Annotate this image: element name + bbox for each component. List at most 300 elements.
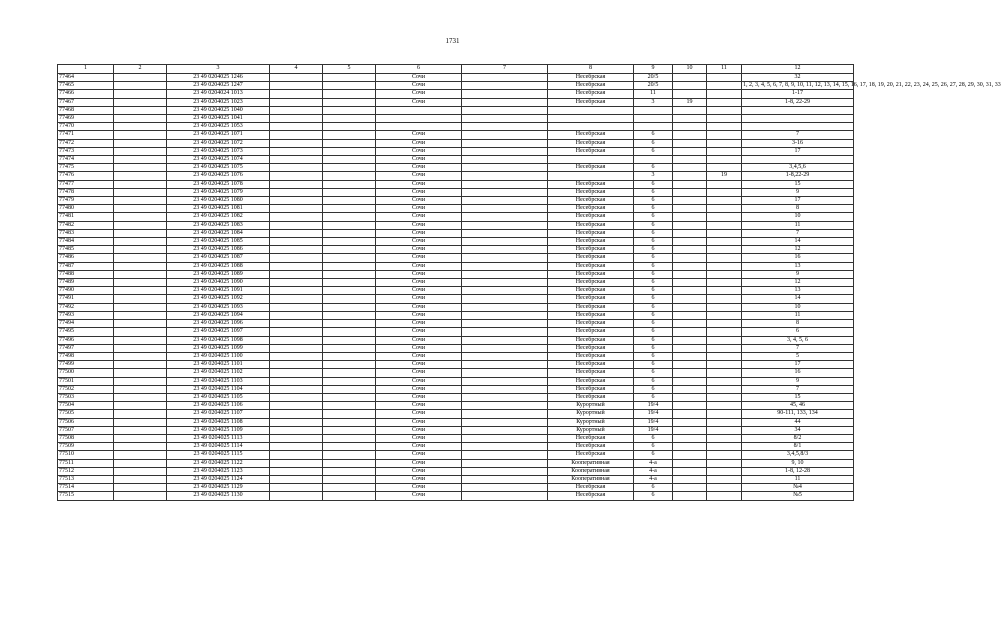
cell-col-4 [270, 139, 323, 147]
table-row [58, 279, 854, 287]
cell-col-2 [114, 229, 167, 237]
table-row [58, 295, 854, 303]
cell-col-3: 23 49 0204025 1073 [167, 147, 270, 155]
cell-col-4 [270, 180, 323, 188]
cell-col-7 [462, 336, 548, 344]
cell-col-3: 23 49 0204025 1079 [167, 188, 270, 196]
cell-col-4 [270, 393, 323, 401]
cell-col-9: 6 [634, 246, 673, 254]
cell-col-11 [707, 213, 742, 221]
cell-col-5 [323, 221, 376, 229]
cell-col-2 [114, 172, 167, 180]
cell-col-12: 11 [742, 221, 854, 229]
cell-col-10: 19 [673, 98, 707, 106]
cell-col-4 [270, 287, 323, 295]
cell-col-11: 19 [707, 172, 742, 180]
cell-col-5 [323, 147, 376, 155]
cell-col-1: 77505 [58, 410, 114, 418]
cell-col-5 [323, 229, 376, 237]
cell-col-2 [114, 131, 167, 139]
cell-col-5 [323, 156, 376, 164]
cell-col-1: 77466 [58, 90, 114, 98]
cell-col-3: 23 49 0204025 1096 [167, 320, 270, 328]
cell-col-3: 23 49 0204025 1122 [167, 459, 270, 467]
cell-col-11 [707, 180, 742, 188]
cell-col-8: Несебрская [548, 287, 634, 295]
table-row [58, 393, 854, 401]
cell-col-8 [548, 156, 634, 164]
cell-col-1: 77492 [58, 303, 114, 311]
cell-col-11 [707, 336, 742, 344]
cell-col-11 [707, 434, 742, 442]
cell-col-11 [707, 385, 742, 393]
cell-col-8: Несебрская [548, 336, 634, 344]
cell-col-11 [707, 402, 742, 410]
cell-col-8: Несебрская [548, 98, 634, 106]
table-row [58, 246, 854, 254]
cell-col-2 [114, 180, 167, 188]
table-row [58, 139, 854, 147]
cell-col-3: 23 49 0204025 1094 [167, 311, 270, 319]
cell-col-4 [270, 90, 323, 98]
cell-col-8: Кооперативная [548, 475, 634, 483]
table-row [58, 467, 854, 475]
cell-col-10 [673, 295, 707, 303]
cell-col-6: Сочи [376, 451, 462, 459]
cell-col-8: Кооперативная [548, 467, 634, 475]
cell-col-2 [114, 377, 167, 385]
cell-col-8: Несебрская [548, 254, 634, 262]
table-row [58, 74, 854, 82]
cell-col-7 [462, 197, 548, 205]
cell-col-7 [462, 492, 548, 500]
cell-col-1: 77514 [58, 484, 114, 492]
cell-col-8: Несебрская [548, 311, 634, 319]
cell-col-5 [323, 90, 376, 98]
cell-col-12: 17 [742, 147, 854, 155]
cell-col-9: 6 [634, 205, 673, 213]
cell-col-6: Сочи [376, 352, 462, 360]
cell-col-4 [270, 344, 323, 352]
cell-col-8: Несебрская [548, 352, 634, 360]
cell-col-10 [673, 328, 707, 336]
cell-col-5 [323, 393, 376, 401]
cell-col-10 [673, 213, 707, 221]
cell-col-5 [323, 188, 376, 196]
cell-col-12: 8/2 [742, 434, 854, 442]
cell-col-8: Несебрская [548, 385, 634, 393]
cell-col-12: 8 [742, 205, 854, 213]
cell-col-10 [673, 139, 707, 147]
cell-col-3: 23 49 0204025 1083 [167, 221, 270, 229]
cell-col-7 [462, 106, 548, 114]
cell-col-7 [462, 484, 548, 492]
cell-col-6: Сочи [376, 156, 462, 164]
cell-col-9: 6 [634, 254, 673, 262]
cell-col-7 [462, 205, 548, 213]
cell-col-12: 1-17 [742, 90, 854, 98]
cell-col-7 [462, 303, 548, 311]
cell-col-5 [323, 328, 376, 336]
cell-col-6: Сочи [376, 418, 462, 426]
cell-col-11 [707, 164, 742, 172]
cell-col-8: Несебрская [548, 164, 634, 172]
cell-col-5 [323, 82, 376, 90]
cell-col-5 [323, 467, 376, 475]
cell-col-12: 16 [742, 254, 854, 262]
table-row [58, 303, 854, 311]
cell-col-1: 77495 [58, 328, 114, 336]
cell-col-5 [323, 385, 376, 393]
cell-col-4 [270, 131, 323, 139]
cell-col-12 [742, 106, 854, 114]
cell-col-4 [270, 147, 323, 155]
cell-col-11 [707, 131, 742, 139]
cell-col-5 [323, 352, 376, 360]
cell-col-10 [673, 418, 707, 426]
cell-col-8: Несебрская [548, 361, 634, 369]
cell-col-9: 6 [634, 139, 673, 147]
cell-col-5 [323, 426, 376, 434]
cell-col-8: Несебрская [548, 451, 634, 459]
cell-col-3: 23 49 0204025 1087 [167, 254, 270, 262]
cell-col-7 [462, 164, 548, 172]
cell-col-1: 77474 [58, 156, 114, 164]
cell-col-6 [376, 106, 462, 114]
cell-col-12: 7 [742, 229, 854, 237]
cell-col-11 [707, 205, 742, 213]
cell-col-8: Несебрская [548, 344, 634, 352]
cell-col-8: Несебрская [548, 188, 634, 196]
cell-col-2 [114, 90, 167, 98]
table-row [58, 270, 854, 278]
cell-col-1: 77478 [58, 188, 114, 196]
cell-col-10 [673, 459, 707, 467]
cell-col-7 [462, 254, 548, 262]
cell-col-1: 77477 [58, 180, 114, 188]
cell-col-8: Несебрская [548, 205, 634, 213]
cell-col-3: 23 49 0204025 1107 [167, 410, 270, 418]
table-row [58, 82, 854, 90]
cell-col-8: Несебрская [548, 147, 634, 155]
column-header-6: 6 [376, 65, 462, 74]
table-row [58, 164, 854, 172]
cell-col-7 [462, 172, 548, 180]
cell-col-7 [462, 238, 548, 246]
cell-col-6: Сочи [376, 434, 462, 442]
cell-col-6: Сочи [376, 402, 462, 410]
cell-col-2 [114, 221, 167, 229]
cell-col-7 [462, 410, 548, 418]
cell-col-9: 19/4 [634, 410, 673, 418]
column-header-8: 8 [548, 65, 634, 74]
cell-col-11 [707, 443, 742, 451]
cell-col-1: 77493 [58, 311, 114, 319]
cell-col-4 [270, 197, 323, 205]
cell-col-9: 6 [634, 336, 673, 344]
cell-col-7 [462, 295, 548, 303]
cell-col-10 [673, 311, 707, 319]
cell-col-7 [462, 320, 548, 328]
cell-col-9: 6 [634, 377, 673, 385]
cell-col-9: 6 [634, 492, 673, 500]
cell-col-2 [114, 451, 167, 459]
cell-col-3: 23 49 0204025 1246 [167, 74, 270, 82]
cell-col-6: Сочи [376, 410, 462, 418]
cell-col-3: 23 49 0204025 1088 [167, 262, 270, 270]
cell-col-2 [114, 115, 167, 123]
cell-col-8 [548, 106, 634, 114]
cell-col-5 [323, 172, 376, 180]
cell-col-5 [323, 336, 376, 344]
table-row [58, 90, 854, 98]
cell-col-10 [673, 385, 707, 393]
cell-col-3: 23 49 0204025 1074 [167, 156, 270, 164]
cell-col-4 [270, 426, 323, 434]
cell-col-11 [707, 287, 742, 295]
cell-col-3: 23 49 0204025 1106 [167, 402, 270, 410]
cell-col-2 [114, 123, 167, 131]
cell-col-4 [270, 221, 323, 229]
cell-col-6: Сочи [376, 131, 462, 139]
column-header-3: 3 [167, 65, 270, 74]
cell-col-9: 6 [634, 434, 673, 442]
cell-col-1: 77487 [58, 262, 114, 270]
cell-col-11 [707, 188, 742, 196]
cell-col-1: 77476 [58, 172, 114, 180]
cell-col-6: Сочи [376, 221, 462, 229]
cell-col-10 [673, 270, 707, 278]
table-row [58, 156, 854, 164]
cell-col-4 [270, 82, 323, 90]
column-header-12: 12 [742, 65, 854, 74]
cell-col-11 [707, 451, 742, 459]
table-row [58, 410, 854, 418]
cell-col-12 [742, 115, 854, 123]
cell-col-5 [323, 270, 376, 278]
cell-col-5 [323, 402, 376, 410]
cell-col-10 [673, 246, 707, 254]
cell-col-9: 6 [634, 188, 673, 196]
cell-col-4 [270, 123, 323, 131]
cell-col-1: 77486 [58, 254, 114, 262]
cell-col-1: 77467 [58, 98, 114, 106]
cell-col-5 [323, 197, 376, 205]
table-row [58, 221, 854, 229]
cell-col-8: Несебрская [548, 131, 634, 139]
cell-col-10 [673, 369, 707, 377]
cell-col-10 [673, 262, 707, 270]
cell-col-5 [323, 287, 376, 295]
cell-col-8: Несебрская [548, 369, 634, 377]
cell-col-2 [114, 279, 167, 287]
cell-col-10 [673, 492, 707, 500]
cell-col-10 [673, 229, 707, 237]
header-row [58, 65, 854, 74]
cell-col-11 [707, 426, 742, 434]
cell-col-10 [673, 475, 707, 483]
cell-col-5 [323, 475, 376, 483]
cell-col-9: 6 [634, 295, 673, 303]
cell-col-7 [462, 467, 548, 475]
cell-col-7 [462, 98, 548, 106]
cell-col-3: 23 49 0204025 1041 [167, 115, 270, 123]
cell-col-5 [323, 484, 376, 492]
cell-col-6: Сочи [376, 492, 462, 500]
cell-col-6: Сочи [376, 90, 462, 98]
page-number: 1731 [445, 37, 460, 45]
cell-col-7 [462, 459, 548, 467]
cell-col-12: 9 [742, 188, 854, 196]
cell-col-3: 23 49 0204025 1103 [167, 377, 270, 385]
cell-col-11 [707, 156, 742, 164]
table-row [58, 172, 854, 180]
cell-col-12: 9 [742, 270, 854, 278]
cell-col-11 [707, 459, 742, 467]
cell-col-8: Несебрская [548, 303, 634, 311]
cell-col-2 [114, 311, 167, 319]
cell-col-12: 17 [742, 361, 854, 369]
cell-col-6 [376, 123, 462, 131]
cell-col-8: Несебрская [548, 443, 634, 451]
cell-col-11 [707, 393, 742, 401]
cell-col-1: 77510 [58, 451, 114, 459]
cell-col-1: 77483 [58, 229, 114, 237]
cell-col-1: 77480 [58, 205, 114, 213]
cell-col-2 [114, 475, 167, 483]
cell-col-6: Сочи [376, 213, 462, 221]
cell-col-2 [114, 139, 167, 147]
cell-col-1: 77484 [58, 238, 114, 246]
table-row [58, 106, 854, 114]
cell-col-12: 34 [742, 426, 854, 434]
cell-col-1: 77508 [58, 434, 114, 442]
cell-col-2 [114, 246, 167, 254]
cell-col-4 [270, 246, 323, 254]
cell-col-11 [707, 320, 742, 328]
cell-col-8: Несебрская [548, 238, 634, 246]
cell-col-10 [673, 221, 707, 229]
cell-col-4 [270, 328, 323, 336]
cell-col-3: 23 49 0204025 1092 [167, 295, 270, 303]
cell-col-7 [462, 180, 548, 188]
cell-col-6: Сочи [376, 270, 462, 278]
cell-col-2 [114, 361, 167, 369]
cell-col-7 [462, 139, 548, 147]
cell-col-9: 6 [634, 197, 673, 205]
table-row [58, 352, 854, 360]
cell-col-1: 77499 [58, 361, 114, 369]
cell-col-2 [114, 344, 167, 352]
cell-col-1: 77485 [58, 246, 114, 254]
cell-col-6: Сочи [376, 246, 462, 254]
cell-col-8 [548, 123, 634, 131]
table-row [58, 377, 854, 385]
cell-col-7 [462, 385, 548, 393]
column-header-5: 5 [323, 65, 376, 74]
cell-col-10 [673, 377, 707, 385]
cell-col-11 [707, 246, 742, 254]
cell-col-4 [270, 377, 323, 385]
cell-col-12: 9 [742, 377, 854, 385]
cell-col-4 [270, 303, 323, 311]
cell-col-6: Сочи [376, 180, 462, 188]
cell-col-9: 3 [634, 98, 673, 106]
cell-col-2 [114, 74, 167, 82]
table-row [58, 229, 854, 237]
cell-col-12: 7 [742, 344, 854, 352]
cell-col-8: Несебрская [548, 197, 634, 205]
cell-col-6: Сочи [376, 74, 462, 82]
cell-col-10 [673, 123, 707, 131]
cell-col-5 [323, 254, 376, 262]
cell-col-12: 13 [742, 262, 854, 270]
cell-col-5 [323, 369, 376, 377]
cell-col-6: Сочи [376, 172, 462, 180]
cell-col-6: Сочи [376, 377, 462, 385]
cell-col-8: Курортный [548, 426, 634, 434]
cell-col-3: 23 49 0204025 1084 [167, 229, 270, 237]
cell-col-4 [270, 311, 323, 319]
cell-col-4 [270, 98, 323, 106]
cell-col-4 [270, 369, 323, 377]
cell-col-11 [707, 492, 742, 500]
table-row [58, 475, 854, 483]
cell-col-7 [462, 147, 548, 155]
cell-col-7 [462, 369, 548, 377]
cell-col-10 [673, 82, 707, 90]
cell-col-6: Сочи [376, 229, 462, 237]
cell-col-3: 23 49 0204025 1113 [167, 434, 270, 442]
cell-col-7 [462, 279, 548, 287]
cell-col-8: Несебрская [548, 484, 634, 492]
cell-col-9: 6 [634, 287, 673, 295]
cell-col-1: 77473 [58, 147, 114, 155]
cell-col-6: Сочи [376, 328, 462, 336]
cell-col-11 [707, 352, 742, 360]
cell-col-7 [462, 418, 548, 426]
cell-col-1: 77504 [58, 402, 114, 410]
cell-col-9: 6 [634, 443, 673, 451]
cell-col-5 [323, 320, 376, 328]
cell-col-11 [707, 98, 742, 106]
cell-col-4 [270, 164, 323, 172]
cell-col-5 [323, 115, 376, 123]
cell-col-7 [462, 82, 548, 90]
registry-table [57, 64, 1001, 501]
cell-col-8: Несебрская [548, 246, 634, 254]
cell-col-7 [462, 475, 548, 483]
cell-col-3: 23 49 0204025 1093 [167, 303, 270, 311]
cell-col-3: 23 49 0204025 1098 [167, 336, 270, 344]
cell-col-9: 6 [634, 262, 673, 270]
table-row [58, 426, 854, 434]
cell-col-6: Сочи [376, 426, 462, 434]
cell-col-2 [114, 156, 167, 164]
cell-col-2 [114, 262, 167, 270]
cell-col-12: 90-111, 133, 134 [742, 410, 854, 418]
cell-col-2 [114, 418, 167, 426]
table-row [58, 443, 854, 451]
cell-col-4 [270, 320, 323, 328]
cell-col-1: 77501 [58, 377, 114, 385]
table-row [58, 188, 854, 196]
column-header-10: 10 [673, 65, 707, 74]
cell-col-8: Несебрская [548, 90, 634, 98]
cell-col-2 [114, 188, 167, 196]
cell-col-2 [114, 393, 167, 401]
cell-col-2 [114, 270, 167, 278]
